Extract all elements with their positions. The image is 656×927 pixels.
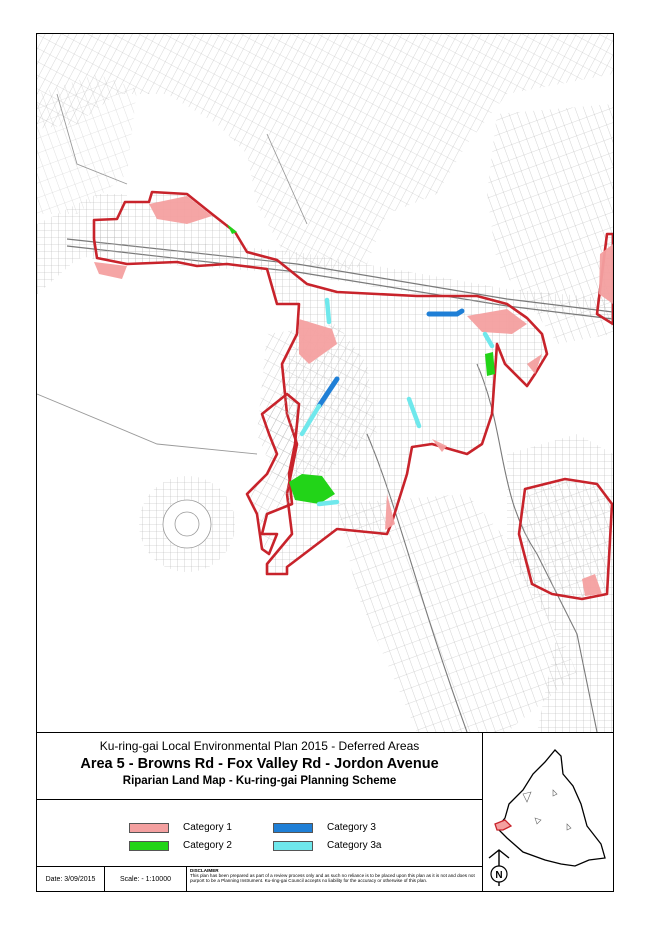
plan-title: Ku-ring-gai Local Environmental Plan 2015 - Deferred Areas xyxy=(99,739,420,753)
legend-label: Category 3 xyxy=(327,822,376,833)
legend-swatch xyxy=(273,823,313,833)
legend-item-category-2 xyxy=(129,840,232,851)
legend-item-category-3 xyxy=(273,822,376,833)
legend-item-category-3a xyxy=(273,840,381,851)
legend-label: Category 3a xyxy=(327,840,382,851)
legend-swatch xyxy=(129,841,169,851)
area-title: Area 5 - Browns Rd - Fox Valley Rd - Jordon Avenue xyxy=(80,756,439,772)
locality-inset xyxy=(483,734,613,891)
disclaimer xyxy=(190,868,480,892)
riparian-land-map[interactable] xyxy=(37,34,613,732)
map-subtitle: Riparian Land Map - Ku-ring-gai Planning Scheme xyxy=(122,775,397,787)
title-block xyxy=(37,733,482,799)
legend-swatch xyxy=(129,823,169,833)
map-canvas[interactable] xyxy=(37,34,613,732)
north-label: N xyxy=(495,870,503,881)
legend xyxy=(37,800,482,866)
legend-swatch xyxy=(273,841,313,851)
legend-label: Category 1 xyxy=(183,822,232,833)
legend-label: Category 2 xyxy=(183,840,232,851)
map-date: Date: 3/09/2015 xyxy=(37,867,105,892)
map-scale: Scale: - 1:10000 xyxy=(105,867,187,892)
legend-item-category-1 xyxy=(129,822,232,833)
disclaimer-text: This plan has been prepared as part of a review process only and as such no reliance is to be placed upon this plan as it is not and does not purport to be a Planning Instrument. Ku-ring-gai Council accepts no liability for the accuracy or otherwise of this plan. xyxy=(190,873,475,884)
disclaimer-heading: DISCLAIMER xyxy=(190,868,219,873)
north-arrow-icon xyxy=(485,848,513,888)
